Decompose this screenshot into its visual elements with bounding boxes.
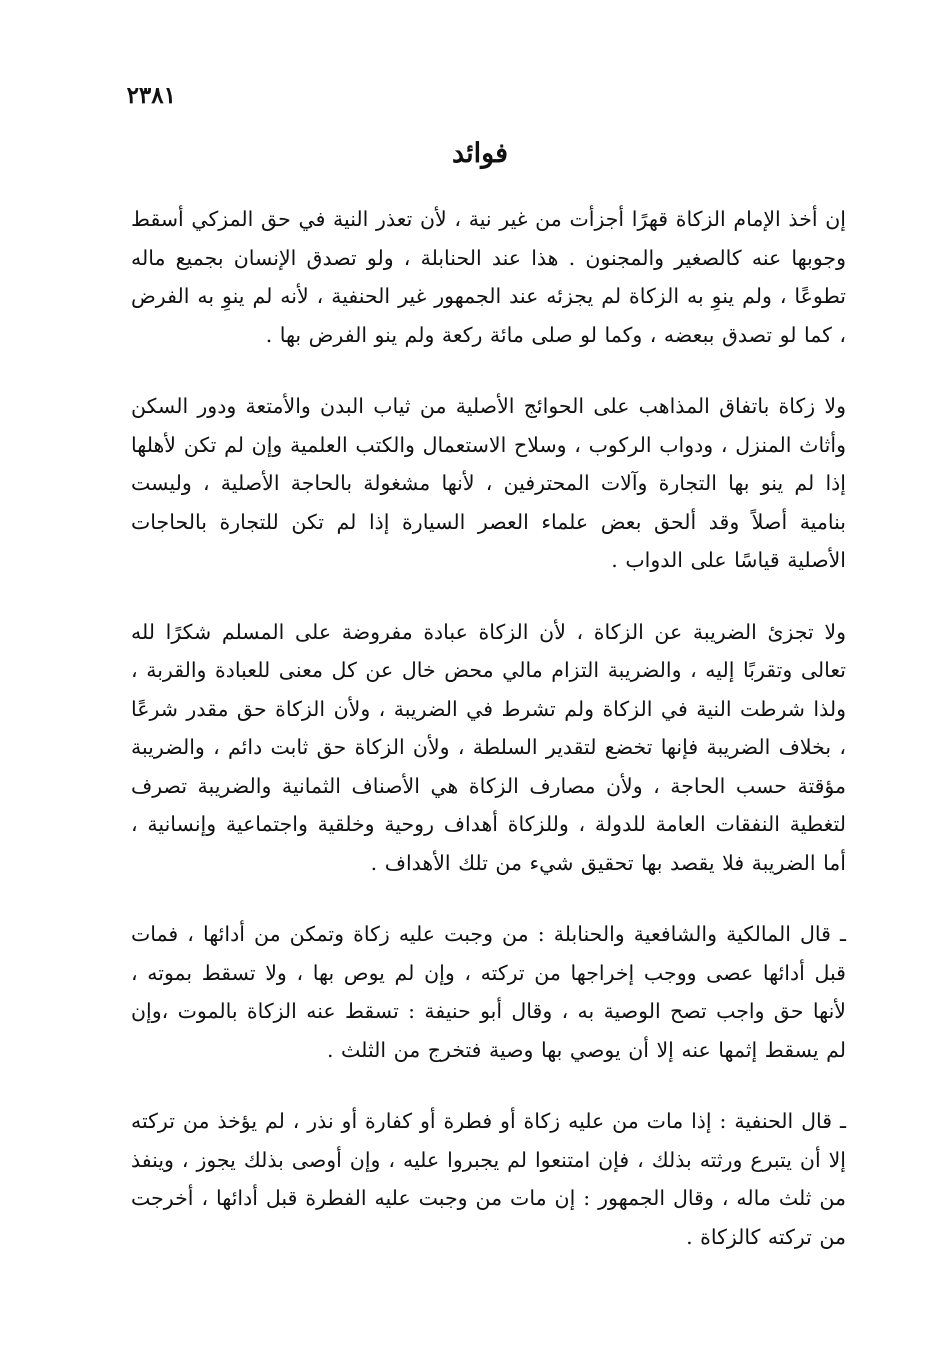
paragraph-death-before-payment: ـ قال المالكية والشافعية والحنابلة : من وجبت عليه زكاة وتمكن من أدائها ، فمات قبل أدائها عصى ووجب إخراجها من تركته ، وإن لم يوص بها ، ولا تسقط بموته ، لأنها حق واجب تصح الوصية به ، وقال أبو حنيفة : تسقط عنه الزكاة بالموت ،وإن لم يسقط إثمها عنه إلا أن يوصي بها وصية فتخرج من الثلث . — [131, 922, 846, 1062]
paragraph-basic-needs: ولا زكاة باتفاق المذاهب على الحوائج الأصلية من ثياب البدن والأمتعة ودور السكن وأثاث المنزل ، ودواب الركوب ، وسلاح الاستعمال والكتب العلمية وإن لم تكن لأهلها إذا لم ينو بها التجارة وآلات المحترفين ، لأنها مشغولة بالحاجة الأصلية ، وليست بنامية أصلاً وقد ألحق بعض علماء العصر السيارة إذا لم تكن للتجارة بالحاجات الأصلية قياسًا على الدواب . — [131, 394, 846, 572]
paragraph-hanafi-estate: ـ قال الحنفية : إذا مات من عليه زكاة أو فطرة أو كفارة أو نذر ، لم يؤخذ من تركته إلا أن يتبرع ورثته بذلك ، فإن امتنعوا لم يجبروا عليه ، وإن أوصى بذلك يجوز ، وينفذ من ثلث ماله ، وقال الجمهور : إن مات من وجبت عليه الفطرة قبل أدائها ، أخرجت من تركته كالزكاة . — [131, 1109, 846, 1249]
page-body — [131, 200, 846, 1289]
section-heading: فوائد — [451, 138, 509, 169]
paragraph-tax-vs-zakat: ولا تجزئ الضريبة عن الزكاة ، لأن الزكاة عبادة مفروضة على المسلم شكرًا لله تعالى وتقربًا إليه ، والضريبة التزام مالي محض خال عن كل معنى للعبادة والقربة ، ولذا شرطت النية في الزكاة ولم تشرط في الضريبة ، ولأن الزكاة حق مقدر شرعًا ، بخلاف الضريبة فإنها تخضع لتقدير السلطة ، ولأن الزكاة حق ثابت دائم ، والضريبة مؤقتة حسب الحاجة ، ولأن مصارف الزكاة هي الأصناف الثمانية والضريبة تصرف لتغطية النفقات العامة للدولة ، وللزكاة أهداف روحية وخلقية واجتماعية وإنسانية ، أما الضريبة فلا يقصد بها تحقيق شيء من تلك الأهداف . — [131, 619, 846, 875]
paragraph-forced-zakat: إن أخذ الإمام الزكاة قهرًا أجزأت من غير نية ، لأن تعذر النية في حق المزكي أسقط وجوبها عنه كالصغير والمجنون . هذا عند الحنابلة ، ولو تصدق الإنسان بجميع ماله تطوعًا ، ولم ينوِ به الزكاة لم يجزئه عند الجمهور غير الحنفية ، لأنه لم ينوِ به الفرض ، كما لو تصدق ببعضه ، وكما لو صلى مائة ركعة ولم ينو الفرض بها . — [131, 207, 846, 347]
page-number: ٢٣٨١ — [126, 82, 176, 109]
